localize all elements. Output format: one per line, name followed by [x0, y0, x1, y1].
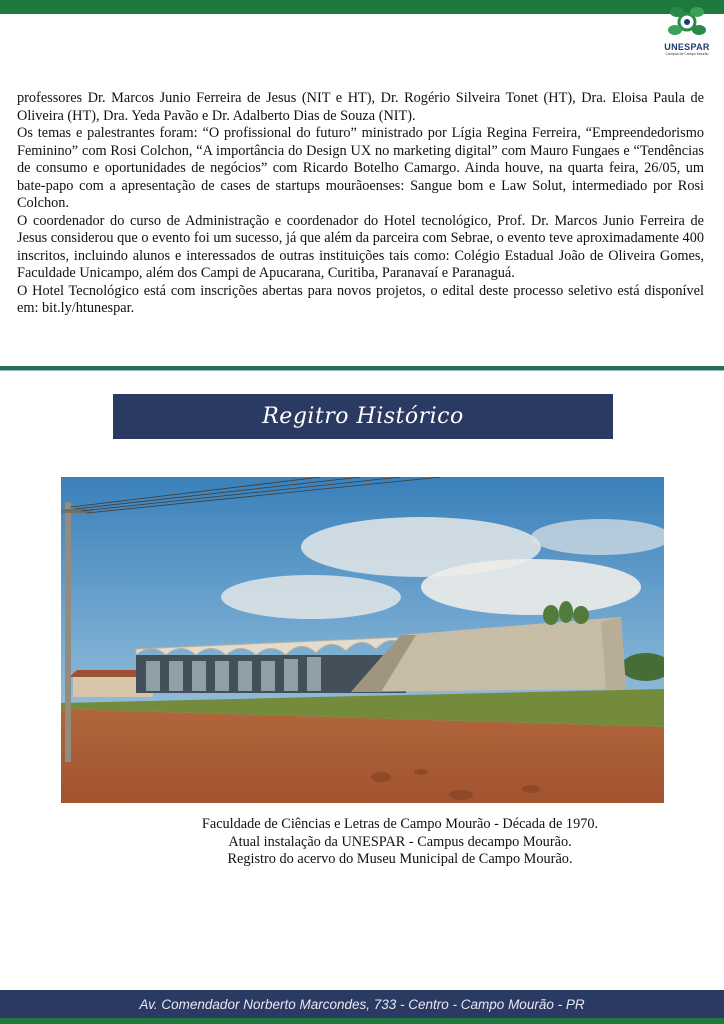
logo-name: UNESPAR [664, 42, 710, 52]
top-green-bar [0, 0, 724, 14]
logo-subtitle: Campus de Campo Mourão [665, 52, 709, 56]
footer-address: Av. Comendador Norberto Marcondes, 733 - Centro - Campo Mourão - PR [139, 996, 585, 1012]
unespar-logo [658, 2, 716, 68]
banner-title: Regitro Histórico [262, 404, 464, 429]
article-paragraph: O coordenador do curso de Administração e coordenador do Hotel tecnológico, Prof. Dr. Marcos Junio Ferreira de Jesus considerou que o evento foi um sucesso, já que além da parceira com Sebrae, o evento teve aproximadamente 400 inscritos, incluindo alunos e interessados de outras instituições tais como: Colégio Estadual João de Oliveira Gomes, Faculdade Unicampo, além dos Campi de Apucarana, Curitiba, Paranavaí e Paranaguá. [17, 212, 704, 281]
caption-line: Atual instalação da UNESPAR - Campus decampo Mourão. [228, 833, 572, 850]
footer-green-stripe [0, 1018, 724, 1024]
logo-emblem-icon [665, 2, 709, 42]
section-banner [113, 394, 613, 439]
footer-bar [0, 990, 724, 1018]
section-divider-thin [0, 370, 724, 371]
caption-line: Faculdade de Ciências e Letras de Campo Mourão - Década de 1970. [201, 816, 599, 832]
article-paragraph: O Hotel Tecnológico está com inscrições abertas para novos projetos, o edital deste processo seletivo está disponível em: bit.ly/htunespar. [17, 282, 704, 316]
photo-caption [150, 816, 650, 869]
historical-photo [61, 477, 664, 803]
article-paragraph: professores Dr. Marcos Junio Ferreira de Jesus (NIT e HT), Dr. Rogério Silveira Tonet (HT), Dra. Eloisa Paula de Oliveira (HT), Dra. Yeda Pavão e Dr. Adalberto Dias de Souza (NIT). [17, 90, 704, 124]
article-paragraph: Os temas e palestrantes foram: “O profissional do futuro” ministrado por Lígia Regina Ferreira, “Empreendedorismo Feminino” com Rosi Colchon, “A importância do Design UX no marketing digital” com Mauro Fungaes e “Tendências de consumo e oportunidades de negócios” com Ricardo Botelho Camargo. Ainda houve, na quarta feira, 26/05, um bate-papo com a apresentação de cases de startups mourãoenses: Sangue bom e Law Solut, intermediado por Rosi Colchon. [17, 125, 704, 211]
caption-line: Registro do acervo do Museu Municipal de Campo Mourão. [227, 851, 573, 867]
article-body [17, 90, 704, 318]
